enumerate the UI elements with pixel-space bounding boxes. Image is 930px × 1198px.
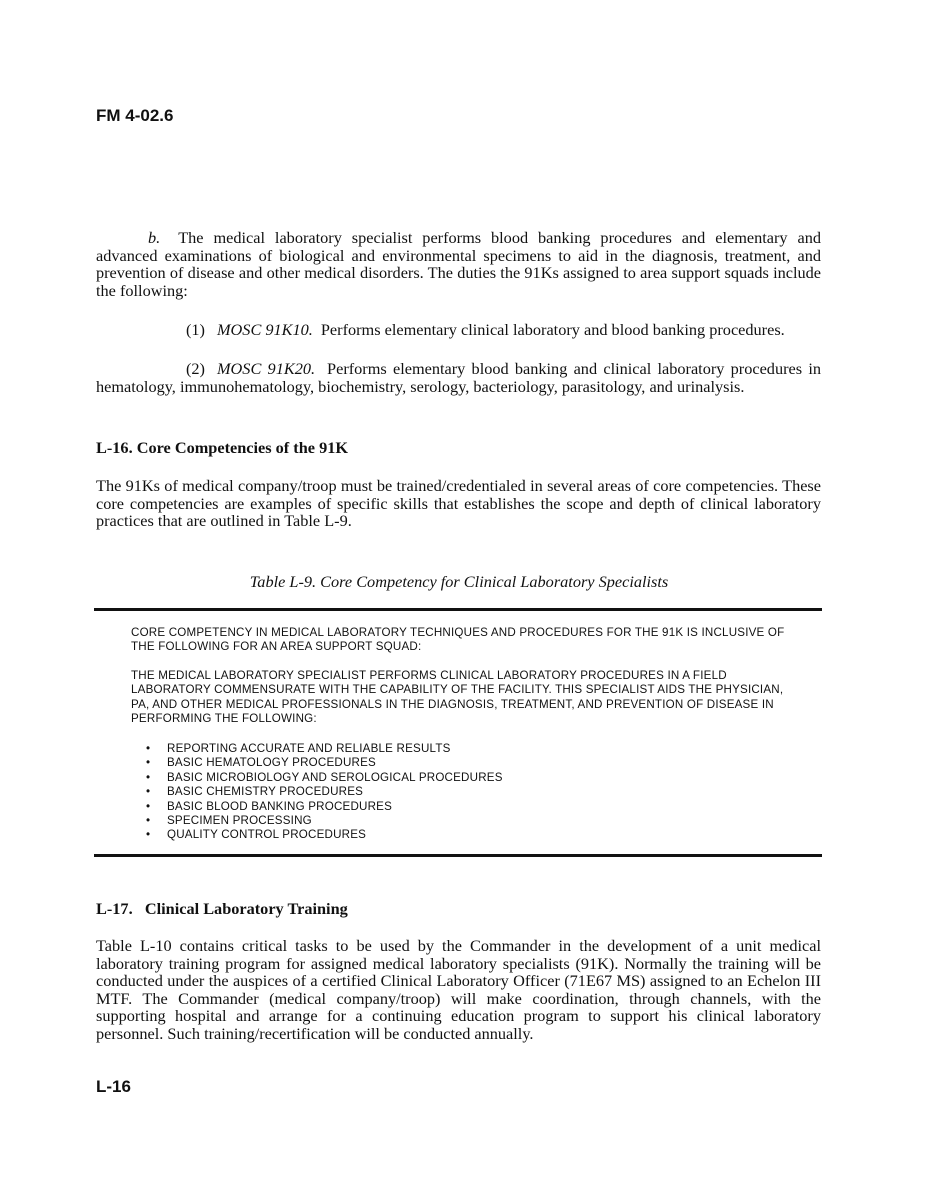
item-number: (1) [186, 320, 205, 339]
item-title: MOSC 91K20. [216, 359, 316, 378]
section-heading-l16: L-16. Core Competencies of the 91K [96, 438, 349, 457]
table-caption: Table L-9. Core Competency for Clinical Laboratory Specialists [249, 572, 669, 591]
list-item: • BASIC MICROBIOLOGY AND SEROLOGICAL PROCEDURES [146, 770, 503, 784]
table-description: THE MEDICAL LABORATORY SPECIALIST PERFORMS CLINICAL LABORATORY PROCEDURES IN A FIELD LABORATORY COMMENSURATE WITH THE CAPABILITY OF THE FACILITY. THIS SPECIALIST AIDS THE PHYSICIAN, PA, AND OTHER MEDICAL PROFESSIONALS IN THE DIAGNOSIS, TREATMENT, AND PREVENTION OF DISEASE IN PERFORMING THE FOLLOWING: [131, 669, 784, 725]
list-item: • BASIC CHEMISTRY PROCEDURES [146, 785, 364, 799]
bullet-icon: • [146, 756, 151, 770]
list-item: • BASIC BLOOD BANKING PROCEDURES [146, 799, 393, 813]
bullet-icon: • [146, 742, 151, 755]
page-number: L-16 [96, 1077, 131, 1096]
table-intro: CORE COMPETENCY IN MEDICAL LABORATORY TECHNIQUES AND PROCEDURES FOR THE 91K IS INCLUSIVE OF THE FOLLOWING FOR AN AREA SUPPORT SQUAD: [131, 626, 785, 654]
bullet-icon: • [146, 828, 151, 842]
table-bottom-rule [94, 854, 822, 857]
list-item: • BASIC HEMATOLOGY PROCEDURES [146, 756, 376, 770]
item-title: MOSC 91K10. [216, 320, 313, 339]
bullet-icon: • [146, 785, 151, 799]
list-item-91k20 [96, 360, 821, 395]
bullet-icon: • [146, 814, 151, 828]
bullet-icon: • [146, 770, 151, 784]
section-body-l16: The 91Ks of medical company/troop must be trained/credentialed in several areas of core competencies. These core competencies are examples of specific skills that establishes the scope and depth of clinical laboratory practices that are outlined in Table L-9. [96, 476, 821, 531]
paragraph-b [96, 229, 821, 299]
table-top-rule [94, 608, 822, 611]
document-code: FM 4-02.6 [96, 106, 174, 125]
item-number: (2) [186, 359, 205, 378]
list-item: • QUALITY CONTROL PROCEDURES [146, 828, 367, 842]
item-text: Performs elementary clinical laboratory and blood banking procedures. [320, 320, 785, 339]
paragraph-label: b. [148, 228, 161, 247]
bullet-icon: • [146, 799, 151, 813]
item-text: Performs elementary blood banking and clinical laboratory procedures in hematology, immunohematology, biochemistry, serology, bacteriology, parasitology, and urinalysis. [96, 359, 821, 396]
list-item-91k10 [186, 321, 826, 339]
list-item: • SPECIMEN PROCESSING [146, 814, 312, 828]
competency-list [146, 742, 503, 843]
list-item: • REPORTING ACCURATE AND RELIABLE RESULTS [146, 742, 451, 755]
section-heading-l17: L-17. Clinical Laboratory Training [96, 899, 348, 918]
paragraph-text: The medical laboratory specialist performs blood banking procedures and elementary and advanced examinations of biological and environmental specimens to aid in the diagnosis, treatment, and prevention of disease and other medical disorders. The duties the 91Ks assigned to area support squads include the following: [96, 228, 821, 300]
section-body-l17: Table L-10 contains critical tasks to be used by the Commander in the development of a unit medical laboratory training program for assigned medical laboratory specialists (91K). Normally the training will be conducted under the auspices of a certified Clinical Laboratory Officer (71E67 MS) assigned to an Echelon III MTF. The Commander (medical company/troop) will make coordination, through channels, with the supporting hospital and arrange for a continuing education program to support his clinical laboratory personnel. Such training/recertification will be conducted annually. [96, 936, 821, 1043]
